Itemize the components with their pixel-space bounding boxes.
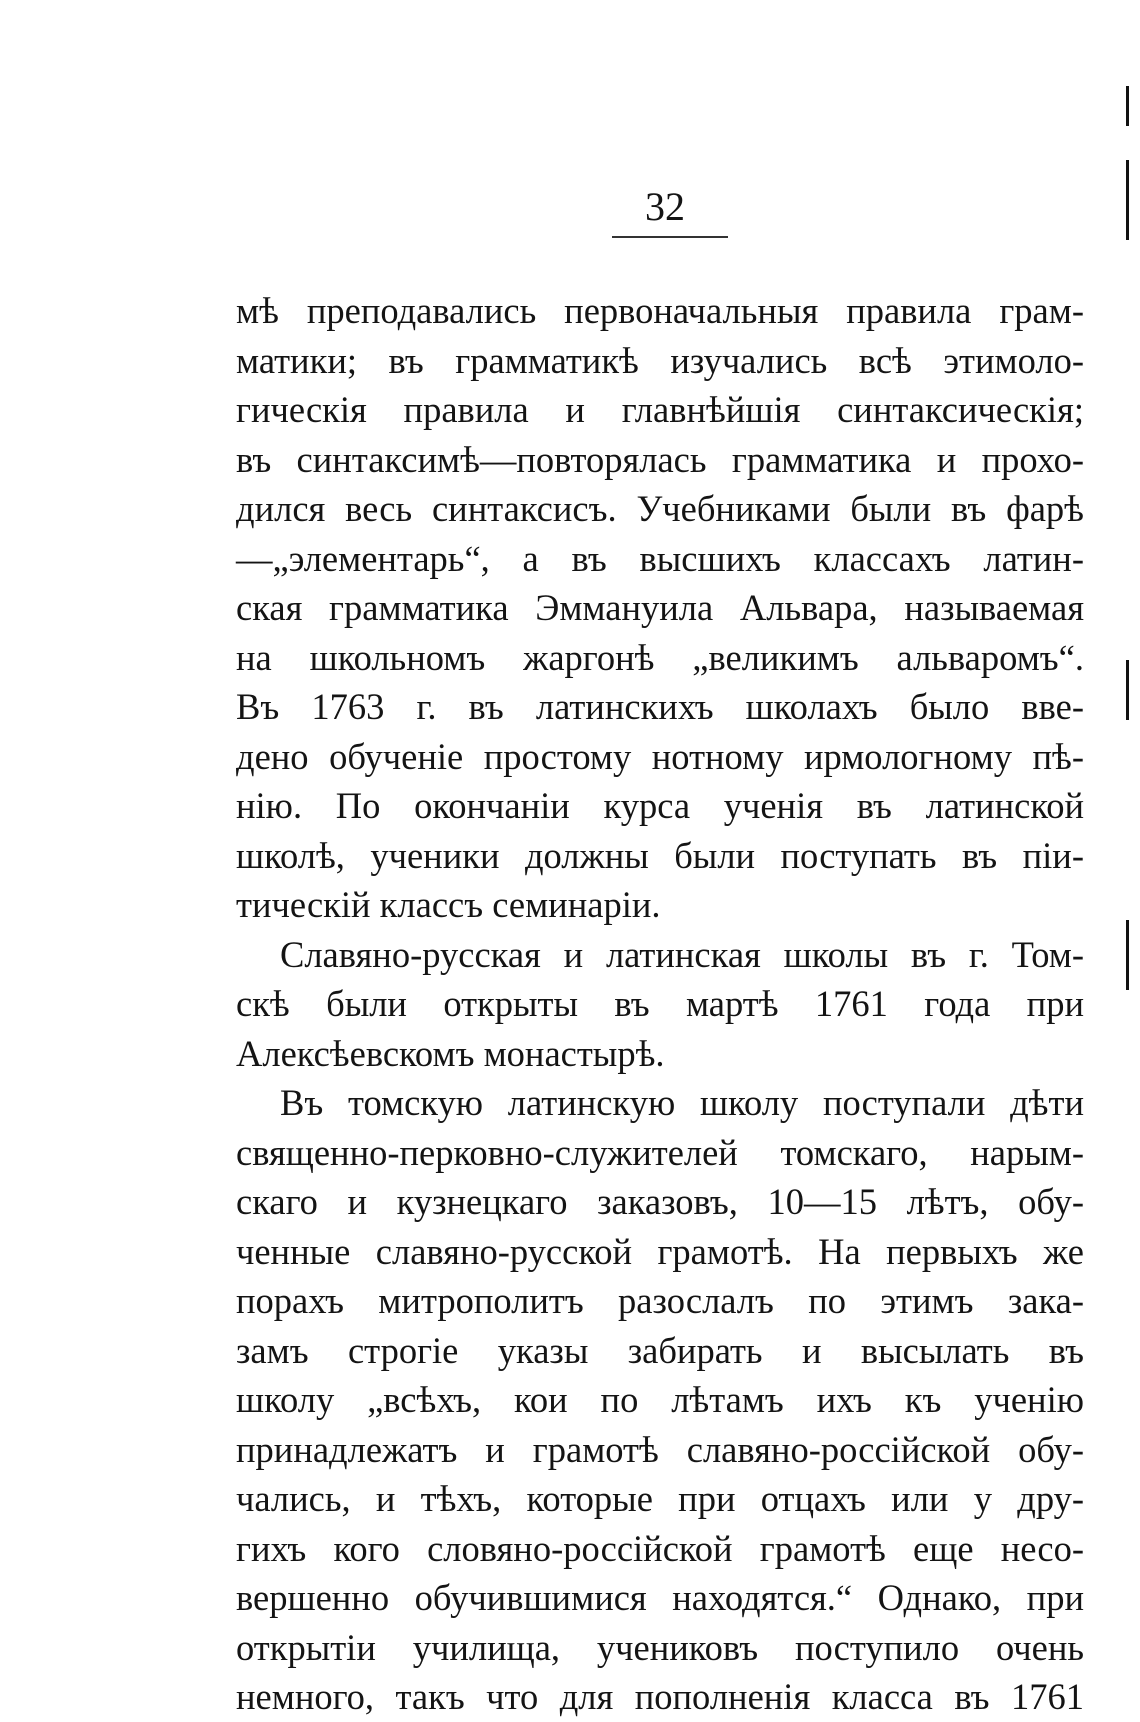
body-text [236,286,1084,1722]
paragraph [236,1078,1084,1722]
text-line: Въ 1763 г. въ латинскихъ школахъ было вве- [236,686,1084,727]
text-line: принадлежатъ и грамотѣ славяно-россійской обу- [236,1428,1084,1470]
text-line: ченные славяно-русской грамотѣ. На первыхъ же [236,1230,1084,1272]
text-line: вершенно обучившимися находятся.“ Однако, при [236,1577,1084,1618]
scan-edge-mark [1126,660,1129,720]
text-line: дено обученіе простому нотному ирмологному пѣ- [236,735,1084,777]
text-line: школѣ, ученики должны были поступать въ піи- [236,834,1084,876]
paragraph [236,930,1084,1079]
text-line: на школьномъ жаргонѣ „великимъ альваромъ“. [236,636,1084,678]
text-line: немного, такъ что для пополненія класса въ 1761 [236,1676,1084,1717]
scan-edge-mark [1126,86,1129,126]
text-line: замъ строгіе указы забирать и высылать въ [236,1329,1084,1371]
text-line: Славяно-русская и латинская школы въ г. Том- [280,933,1084,975]
text-line: —„элементарь“, а въ высшихъ классахъ латин- [236,537,1084,579]
paragraph [236,286,1084,930]
text-line: мѣ преподавались первоначальныя правила грам- [236,290,1084,331]
text-line: порахъ митрополитъ разослалъ по этимъ зака- [236,1280,1084,1321]
text-line: гихъ кого словяно-россійской грамотѣ еще несо- [236,1527,1084,1569]
text-line: школу „всѣхъ, кои по лѣтамъ ихъ къ ученію [236,1379,1084,1420]
text-line: открытіи училища, учениковъ поступило очень [236,1626,1084,1668]
text-line: скѣ были открыты въ мартѣ 1761 года при [236,983,1084,1024]
text-line: скаго и кузнецкаго заказовъ, 10—15 лѣтъ, обу- [236,1181,1084,1222]
text-line: Алексѣевскомъ монастырѣ. [236,1032,665,1074]
text-line: ская грамматика Эммануила Альвара, называемая [236,587,1084,628]
text-line: матики; въ грамматикѣ изучались всѣ этимоло- [236,339,1084,381]
text-line: чались, и тѣхъ, которые при отцахъ или у дру- [236,1478,1084,1519]
text-line: тическій классъ семинаріи. [236,884,661,925]
text-line: нію. По окончаніи курса ученія въ латинской [236,785,1084,826]
page-number: 32 [645,184,685,229]
text-line: гическія правила и главнѣйшія синтаксическія; [236,389,1084,430]
text-line: священно-перковно-служителей томскаго, нарым- [236,1131,1084,1173]
text-line: въ синтаксимѣ—повторялась грамматика и прохо- [236,438,1084,480]
scan-edge-mark [1126,920,1129,990]
scan-edge-mark [1126,160,1129,240]
text-line: дился весь синтаксисъ. Учебниками были въ фарѣ [236,488,1084,529]
header-rule [612,236,728,238]
text-line: Въ томскую латинскую школу поступали дѣти [280,1082,1084,1123]
